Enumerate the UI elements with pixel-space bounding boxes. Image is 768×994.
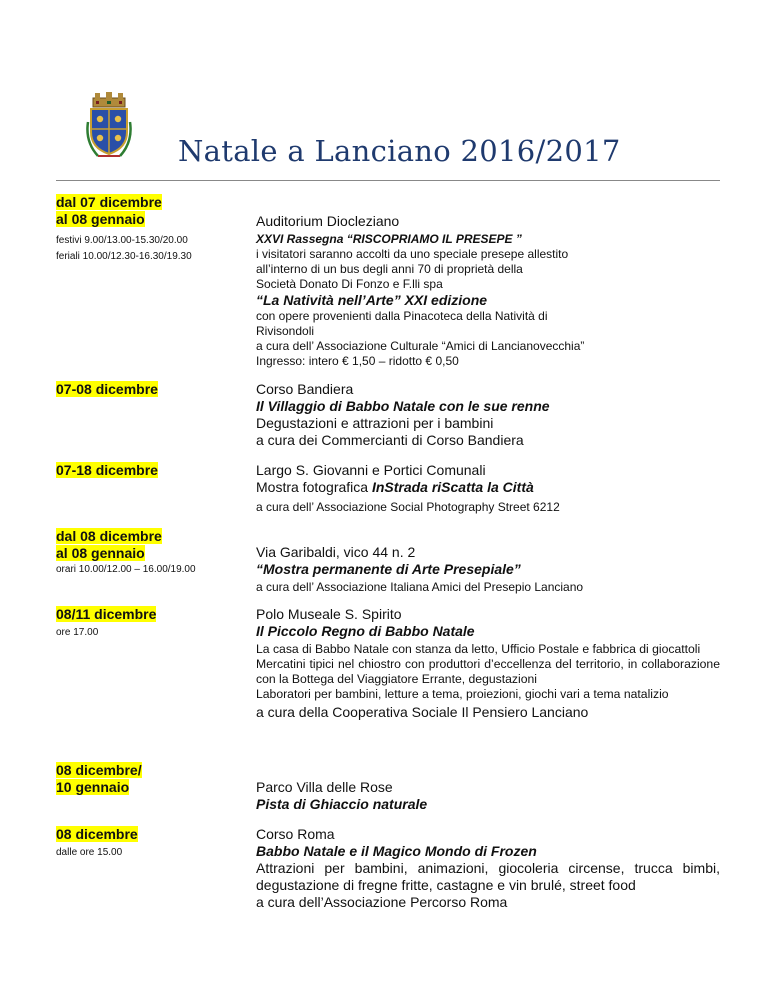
event-place: Via Garibaldi, vico 44 n. 2 (256, 544, 416, 560)
event-title: “Mostra permanente di Arte Presepiale” (256, 561, 521, 577)
page-title: Natale a Lanciano 2016/2017 (178, 134, 621, 168)
event-description: Mercatini tipici nel chiostro con produttori d’eccellenza del territorio, in collaborazione con la Bottega del Viaggiatore Errante, degustazioni (256, 657, 720, 686)
event-date: 08/11 dicembre (56, 606, 157, 622)
event-place: Polo Museale S. Spirito (256, 606, 402, 622)
event-time: festivi 9.00/13.00-15.30/20.00 (56, 235, 188, 246)
event-description: i visitatori saranno accolti da uno speciale presepe allestito (256, 247, 569, 261)
event-place: Auditorium Diocleziano (256, 213, 400, 229)
event-description: Società Donato Di Fonzo e F.lli spa (256, 277, 443, 291)
event-credit: a cura dell’ Associazione Italiana Amici del Presepio Lanciano (256, 580, 584, 594)
event-auditorium (56, 194, 720, 366)
event-price: Ingresso: intero € 1,50 – ridotto € 0,50 (256, 354, 459, 368)
event-time: dalle ore 15.00 (56, 847, 123, 858)
event-time: ore 17.00 (56, 627, 99, 638)
event-place: Largo S. Giovanni e Portici Comunali (256, 462, 486, 478)
event-time: feriali 10.00/12.30-16.30/19.30 (56, 251, 192, 262)
event-title: Il Villaggio di Babbo Natale con le sue renne (256, 398, 550, 414)
event-villa-rose (56, 762, 720, 810)
event-description: La casa di Babbo Natale con stanza da letto, Ufficio Postale e fabbrica di giocattoli (256, 642, 701, 656)
event-date: 08 dicembre (56, 826, 138, 842)
event-description: Degustazioni e attrazioni per i bambini (256, 415, 494, 431)
event-title: “La Natività nell’Arte” XXI edizione (256, 292, 488, 308)
event-description: Attrazioni per bambini, animazioni, giocoleria circense, trucca bimbi, degustazione di fregne fritte, castagne e vin brulé, street food (256, 860, 720, 893)
event-description: con opere provenienti dalla Pinacoteca della Natività di (256, 309, 548, 323)
municipal-crest-icon (84, 92, 134, 162)
event-description: Rivisondoli (256, 324, 315, 338)
event-title: Babbo Natale e il Magico Mondo di Frozen (256, 843, 537, 859)
event-polo-museale (56, 606, 720, 748)
event-corso-bandiera (56, 381, 720, 451)
event-corso-roma (56, 826, 720, 930)
event-credit: a cura della Cooperativa Sociale Il Pensiero Lanciano (256, 704, 589, 720)
event-description: all’interno di un bus degli anni 70 di proprietà della (256, 262, 523, 276)
event-date: 08 dicembre/ 10 gennaio (56, 762, 142, 795)
event-place: Corso Roma (256, 826, 335, 842)
event-title: Mostra fotografica InStrada riScatta la Città (256, 479, 534, 495)
event-title: XXVI Rassegna “RISCOPRIAMO IL PRESEPE ” (256, 232, 522, 246)
event-via-garibaldi (56, 528, 720, 594)
event-largo-giovanni (56, 462, 720, 518)
event-credit: a cura dei Commercianti di Corso Bandiera (256, 432, 524, 448)
event-date: dal 07 dicembre al 08 gennaio (56, 194, 162, 227)
event-date: 07-18 dicembre (56, 462, 158, 478)
event-credit: a cura dell’ Associazione Social Photography Street 6212 (256, 500, 560, 514)
event-description: a cura dell’ Associazione Culturale “Amici di Lancianovecchia” (256, 339, 585, 353)
title-divider (56, 180, 720, 181)
event-date: 07-08 dicembre (56, 381, 158, 397)
event-time: orari 10.00/12.00 – 16.00/19.00 (56, 564, 196, 575)
event-place: Parco Villa delle Rose (256, 779, 393, 795)
event-description: Laboratori per bambini, letture a tema, proiezioni, giochi vari a tema natalizio (256, 687, 669, 701)
event-credit: a cura dell’Associazione Percorso Roma (256, 894, 508, 910)
event-title: Pista di Ghiaccio naturale (256, 796, 428, 812)
event-date: dal 08 dicembre al 08 gennaio (56, 528, 162, 561)
event-title: Il Piccolo Regno di Babbo Natale (256, 623, 475, 639)
event-place: Corso Bandiera (256, 381, 354, 397)
